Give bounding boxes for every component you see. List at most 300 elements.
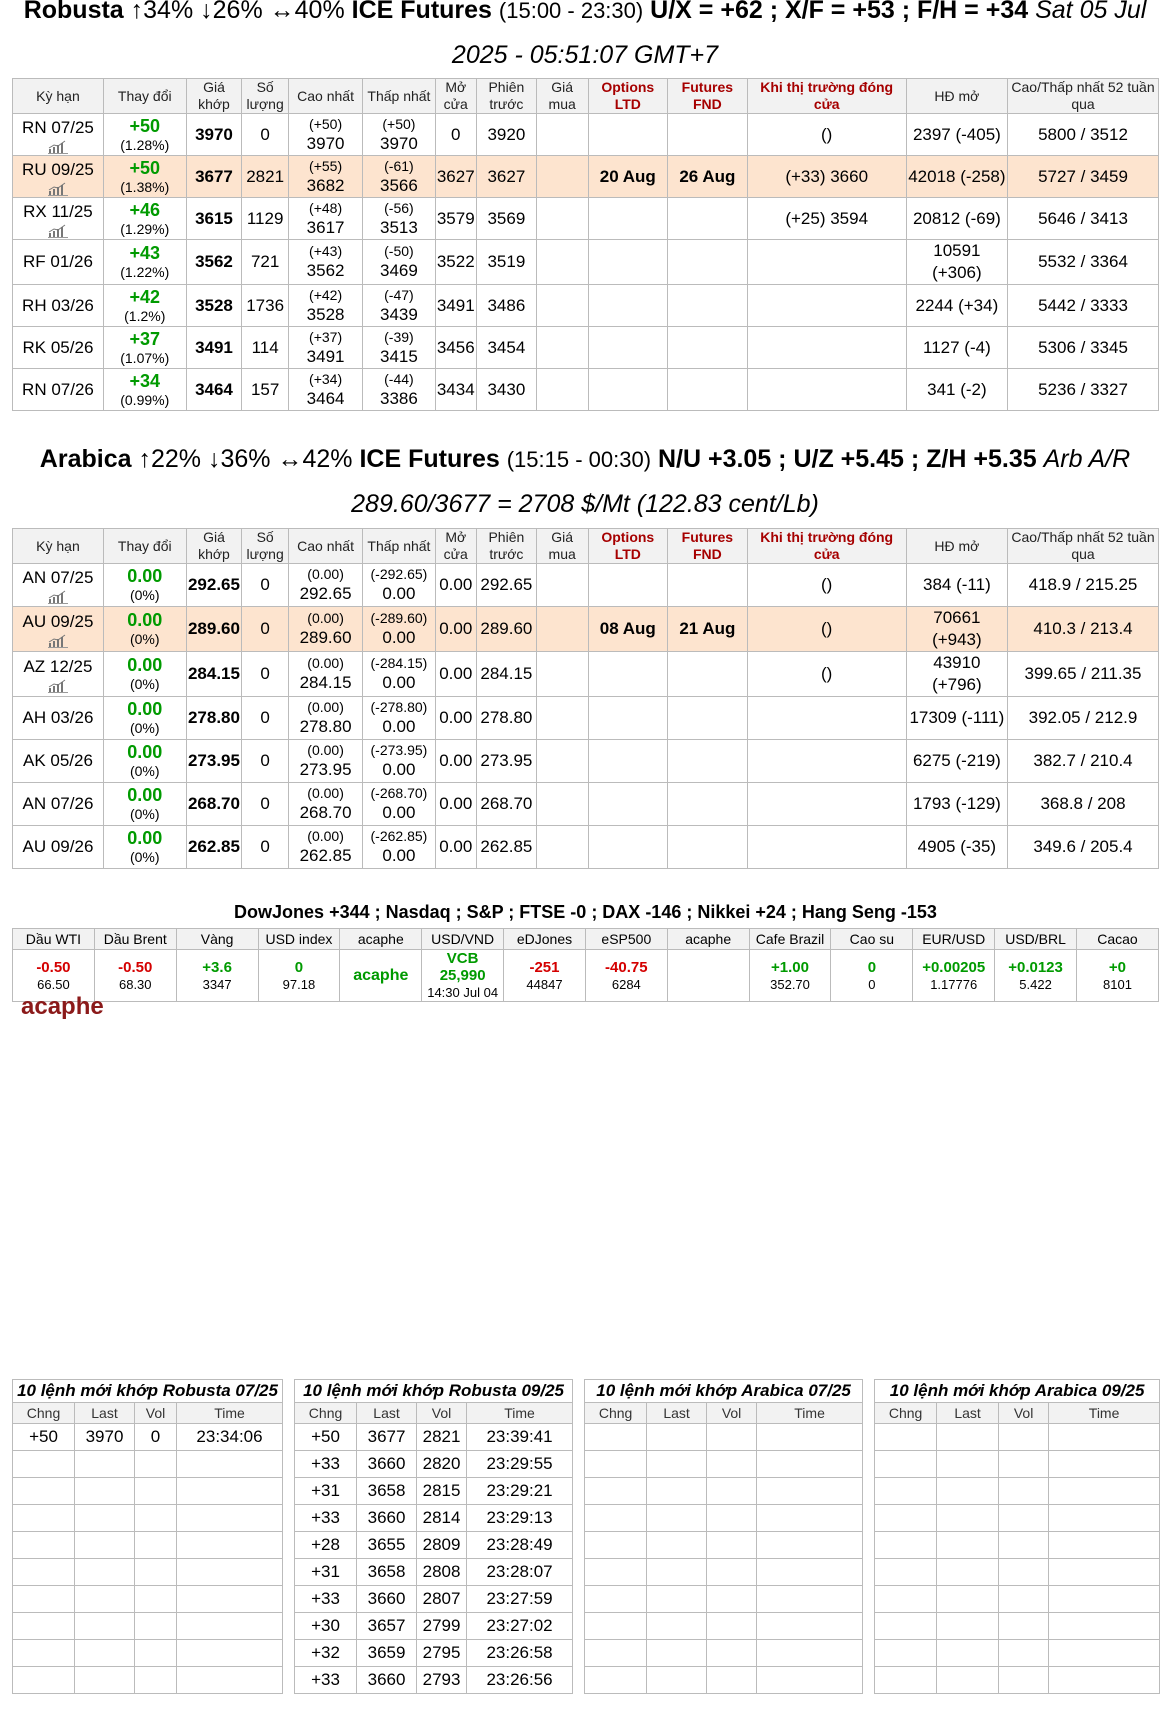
low-cell bbox=[363, 826, 435, 869]
close-price: () bbox=[747, 114, 906, 156]
panel-gap bbox=[573, 1403, 585, 1424]
trade-chng bbox=[875, 1505, 937, 1532]
high-change: (0.00) bbox=[307, 610, 344, 626]
trade-time bbox=[1049, 1586, 1160, 1613]
contract-row[interactable] bbox=[13, 156, 1159, 198]
panel-gap bbox=[573, 1559, 585, 1586]
futures-fnd bbox=[668, 564, 748, 607]
market-cell[interactable] bbox=[94, 950, 176, 1002]
range-52w: 392.05 / 212.9 bbox=[1008, 697, 1159, 740]
robusta-title: Robusta bbox=[23, 0, 124, 24]
column-header: Thấp nhất bbox=[363, 529, 435, 564]
change-percent: (0%) bbox=[129, 631, 160, 647]
futures-fnd: 26 Aug bbox=[668, 156, 748, 198]
contract-row[interactable] bbox=[13, 114, 1159, 156]
change-percent: (0%) bbox=[129, 587, 160, 603]
change-value: 0.00 bbox=[127, 742, 163, 762]
bid-price bbox=[536, 114, 588, 156]
trades-panel-title: 10 lệnh mới khớp Arabica 07/25 bbox=[585, 1380, 863, 1403]
trade-vol: 2807 bbox=[417, 1586, 467, 1613]
open-interest: 4905 (-35) bbox=[906, 826, 1007, 869]
trade-chng bbox=[585, 1640, 647, 1667]
trades-column-header: Chng bbox=[875, 1403, 937, 1424]
volume: 0 bbox=[242, 114, 289, 156]
panel-gap bbox=[863, 1532, 875, 1559]
trade-chng bbox=[875, 1559, 937, 1586]
change-percent: (0%) bbox=[129, 849, 160, 865]
market-cell[interactable] bbox=[995, 950, 1077, 1002]
term-label: AN 07/25 bbox=[22, 568, 94, 587]
trade-vol bbox=[135, 1667, 177, 1694]
open-interest: 17309 (-111) bbox=[906, 697, 1007, 740]
trade-time bbox=[757, 1424, 863, 1451]
panel-gap bbox=[283, 1532, 295, 1559]
change-percent: (1.07%) bbox=[120, 349, 170, 366]
trade-time bbox=[1049, 1640, 1160, 1667]
high-cell bbox=[288, 697, 362, 740]
low-value: 3386 bbox=[380, 388, 418, 408]
trades-subheader bbox=[13, 1403, 1160, 1424]
contract-row[interactable] bbox=[13, 652, 1159, 697]
contract-row[interactable] bbox=[13, 327, 1159, 369]
contract-row[interactable] bbox=[13, 607, 1159, 652]
futures-fnd bbox=[668, 114, 748, 156]
trade-last bbox=[647, 1532, 707, 1559]
trade-row bbox=[13, 1559, 1160, 1586]
high-change: (0.00) bbox=[307, 566, 344, 582]
column-header: Kỳ hạn bbox=[13, 79, 104, 114]
market-cell[interactable] bbox=[913, 950, 995, 1002]
high-change: (0.00) bbox=[307, 655, 344, 671]
market-change: +0.0123 bbox=[1008, 958, 1063, 976]
close-price bbox=[747, 240, 906, 285]
contract-row[interactable] bbox=[13, 564, 1159, 607]
prev-close: 268.70 bbox=[476, 783, 536, 826]
contract-row[interactable] bbox=[13, 285, 1159, 327]
column-header: Mở cửa bbox=[435, 79, 476, 114]
column-header: Cao/Thấp nhất 52 tuần qua bbox=[1008, 529, 1159, 564]
bid-price bbox=[536, 652, 588, 697]
trade-last: 3658 bbox=[357, 1478, 417, 1505]
close-price bbox=[747, 697, 906, 740]
market-change: -0.50 bbox=[36, 958, 71, 976]
trade-chng bbox=[585, 1451, 647, 1478]
market-cell[interactable] bbox=[504, 950, 586, 1002]
low-change: (-273.95) bbox=[370, 742, 428, 758]
low-cell bbox=[363, 240, 435, 285]
range-52w: 399.65 / 211.35 bbox=[1008, 652, 1159, 697]
trade-last bbox=[937, 1478, 999, 1505]
trade-vol: 2793 bbox=[417, 1667, 467, 1694]
low-value: 0.00 bbox=[382, 628, 416, 647]
change-value: +50 bbox=[129, 115, 161, 136]
trade-chng: +33 bbox=[295, 1667, 357, 1694]
high-change: (0.00) bbox=[307, 699, 344, 715]
range-52w: 5236 / 3327 bbox=[1008, 369, 1159, 411]
column-header: Giá mua bbox=[536, 529, 588, 564]
trade-chng bbox=[585, 1667, 647, 1694]
change-cell bbox=[103, 114, 186, 156]
market-cell[interactable] bbox=[831, 950, 913, 1002]
trade-chng bbox=[875, 1478, 937, 1505]
change-percent: (1.2%) bbox=[124, 307, 166, 324]
contract-row[interactable] bbox=[13, 740, 1159, 783]
arabica-table bbox=[12, 528, 1159, 869]
contract-row[interactable] bbox=[13, 697, 1159, 740]
trade-vol bbox=[707, 1478, 757, 1505]
market-value: 0 bbox=[868, 976, 876, 992]
trade-time bbox=[1049, 1451, 1160, 1478]
term-label: AH 03/26 bbox=[22, 708, 94, 727]
low-change: (-56) bbox=[384, 199, 414, 216]
term-label: RN 07/26 bbox=[22, 379, 94, 399]
futures-fnd bbox=[668, 652, 748, 697]
market-cell[interactable] bbox=[340, 950, 422, 1002]
low-value: 3415 bbox=[380, 346, 418, 366]
change-value: +46 bbox=[129, 199, 161, 220]
high-value: 273.95 bbox=[299, 760, 352, 779]
trade-chng bbox=[585, 1532, 647, 1559]
trades-column-header: Time bbox=[757, 1403, 863, 1424]
bid-price bbox=[536, 156, 588, 198]
trade-last bbox=[647, 1640, 707, 1667]
market-cell[interactable] bbox=[258, 950, 340, 1002]
trade-last bbox=[937, 1451, 999, 1478]
trade-chng bbox=[13, 1505, 75, 1532]
low-cell bbox=[363, 564, 435, 607]
trade-chng: +50 bbox=[13, 1424, 75, 1451]
last-price: 3615 bbox=[186, 198, 242, 240]
market-cell[interactable] bbox=[749, 950, 831, 1002]
trade-chng bbox=[13, 1559, 75, 1586]
low-cell bbox=[363, 156, 435, 198]
close-price bbox=[747, 740, 906, 783]
trade-time bbox=[757, 1451, 863, 1478]
market-cell[interactable] bbox=[585, 950, 667, 1002]
trade-chng: +31 bbox=[295, 1478, 357, 1505]
market-cell[interactable] bbox=[176, 950, 258, 1002]
high-change: (0.00) bbox=[307, 785, 344, 801]
bid-price bbox=[536, 369, 588, 411]
change-value: +34 bbox=[129, 370, 161, 391]
trade-time bbox=[177, 1613, 283, 1640]
trade-chng bbox=[13, 1451, 75, 1478]
market-cell[interactable] bbox=[1076, 950, 1158, 1002]
high-value: 262.85 bbox=[299, 846, 352, 865]
volume: 0 bbox=[242, 783, 289, 826]
market-label: Cacao bbox=[1076, 929, 1158, 950]
open-price: 3434 bbox=[435, 369, 476, 411]
change-percent: (1.22%) bbox=[120, 264, 170, 280]
low-value: 3513 bbox=[380, 217, 418, 237]
prev-close: 278.80 bbox=[476, 697, 536, 740]
trade-chng: +32 bbox=[295, 1640, 357, 1667]
robusta-header bbox=[0, 0, 1170, 78]
market-change: -251 bbox=[529, 958, 560, 976]
change-percent: (1.28%) bbox=[120, 136, 170, 153]
trade-vol bbox=[135, 1478, 177, 1505]
low-cell bbox=[363, 783, 435, 826]
trades-column-header: Time bbox=[1049, 1403, 1160, 1424]
high-change: (+34) bbox=[309, 370, 343, 387]
trade-chng bbox=[875, 1613, 937, 1640]
trade-time bbox=[177, 1586, 283, 1613]
term-label: RK 05/26 bbox=[22, 337, 94, 357]
market-change: +3.6 bbox=[202, 958, 232, 976]
market-label: Dầu Brent bbox=[94, 929, 176, 950]
trade-vol bbox=[999, 1505, 1049, 1532]
contract-row[interactable] bbox=[13, 783, 1159, 826]
contract-row[interactable] bbox=[13, 198, 1159, 240]
trade-last bbox=[647, 1559, 707, 1586]
close-price: (+25) 3594 bbox=[747, 198, 906, 240]
trade-vol: 2809 bbox=[417, 1532, 467, 1559]
low-cell bbox=[363, 327, 435, 369]
term-cell bbox=[13, 156, 104, 198]
chart-icon[interactable] bbox=[48, 180, 68, 194]
column-header: Options LTD bbox=[588, 79, 668, 114]
column-header: Cao nhất bbox=[288, 529, 362, 564]
trades-panel-title: 10 lệnh mới khớp Robusta 07/25 bbox=[13, 1380, 283, 1403]
futures-fnd: 21 Aug bbox=[668, 607, 748, 652]
term-label: RN 07/25 bbox=[22, 117, 94, 137]
high-value: 3464 bbox=[306, 388, 345, 408]
trade-vol bbox=[999, 1532, 1049, 1559]
options-ltd bbox=[588, 783, 668, 826]
trade-last bbox=[937, 1667, 999, 1694]
robusta-datetime: Sat 05 Jul 2025 - 05:51:07 GMT+7 bbox=[451, 0, 1147, 69]
futures-fnd bbox=[668, 697, 748, 740]
bid-price bbox=[536, 327, 588, 369]
panel-gap bbox=[573, 1640, 585, 1667]
high-cell bbox=[288, 240, 362, 285]
panel-gap bbox=[863, 1559, 875, 1586]
robusta-down-pct: ↓26% bbox=[200, 0, 263, 24]
market-label: Dầu WTI bbox=[13, 929, 95, 950]
trade-chng: +33 bbox=[295, 1451, 357, 1478]
open-price: 0.00 bbox=[435, 783, 476, 826]
trade-last bbox=[937, 1532, 999, 1559]
panel-gap bbox=[283, 1478, 295, 1505]
market-value: 8101 bbox=[1103, 976, 1132, 992]
low-cell bbox=[363, 285, 435, 327]
prev-close: 3627 bbox=[476, 156, 536, 198]
trades-column-header: Vol bbox=[417, 1403, 467, 1424]
open-price: 0.00 bbox=[435, 697, 476, 740]
low-change: (-278.80) bbox=[370, 699, 428, 715]
contract-row[interactable] bbox=[13, 369, 1159, 411]
options-ltd bbox=[588, 564, 668, 607]
trade-time bbox=[1049, 1478, 1160, 1505]
trade-chng bbox=[585, 1613, 647, 1640]
robusta-exchange: ICE Futures bbox=[351, 0, 492, 24]
low-change: (-47) bbox=[384, 286, 414, 303]
trade-time: 23:27:59 bbox=[467, 1586, 573, 1613]
column-header: Giá mua bbox=[536, 79, 588, 114]
trade-row bbox=[13, 1505, 1160, 1532]
market-label: USD index bbox=[258, 929, 340, 950]
trade-vol bbox=[707, 1667, 757, 1694]
chart-icon[interactable] bbox=[48, 222, 68, 236]
trade-row bbox=[13, 1424, 1160, 1451]
contract-row[interactable] bbox=[13, 240, 1159, 285]
chart-icon[interactable] bbox=[48, 588, 68, 602]
trade-vol: 2820 bbox=[417, 1451, 467, 1478]
volume: 0 bbox=[242, 740, 289, 783]
high-change: (+37) bbox=[309, 328, 343, 345]
close-price: (+33) 3660 bbox=[747, 156, 906, 198]
low-change: (+50) bbox=[382, 115, 416, 132]
market-value: 44847 bbox=[526, 976, 563, 992]
market-label: eSP500 bbox=[585, 929, 667, 950]
trade-row bbox=[13, 1532, 1160, 1559]
trade-last bbox=[647, 1505, 707, 1532]
trade-time bbox=[757, 1505, 863, 1532]
options-ltd bbox=[588, 826, 668, 869]
arabica-flat-pct: ↔42% bbox=[277, 445, 353, 473]
trade-chng bbox=[585, 1586, 647, 1613]
change-cell bbox=[103, 198, 186, 240]
low-change: (-262.85) bbox=[370, 828, 428, 844]
change-value: 0.00 bbox=[127, 699, 163, 719]
open-price: 0.00 bbox=[435, 564, 476, 607]
trade-chng: +28 bbox=[295, 1532, 357, 1559]
low-cell bbox=[363, 198, 435, 240]
market-change: +0 bbox=[1108, 958, 1127, 976]
arabica-header bbox=[0, 437, 1170, 527]
high-value: 3617 bbox=[306, 217, 345, 237]
high-value: 289.60 bbox=[299, 628, 352, 647]
column-header: Phiên trước bbox=[476, 79, 536, 114]
open-price: 0.00 bbox=[435, 740, 476, 783]
trade-time bbox=[757, 1532, 863, 1559]
trade-last bbox=[937, 1424, 999, 1451]
market-label: acaphe bbox=[667, 929, 749, 950]
low-value: 0.00 bbox=[382, 803, 416, 822]
trade-vol bbox=[999, 1559, 1049, 1586]
trade-vol bbox=[999, 1478, 1049, 1505]
trade-last: 3970 bbox=[75, 1424, 135, 1451]
market-cell[interactable] bbox=[667, 950, 749, 1002]
trade-chng bbox=[875, 1667, 937, 1694]
panel-gap bbox=[283, 1424, 295, 1451]
term-cell bbox=[13, 697, 104, 740]
trade-chng bbox=[13, 1613, 75, 1640]
trade-vol bbox=[707, 1613, 757, 1640]
market-change: +1.00 bbox=[771, 958, 809, 976]
trade-chng bbox=[585, 1424, 647, 1451]
market-label: Cao su bbox=[831, 929, 913, 950]
trade-vol bbox=[707, 1505, 757, 1532]
low-value: 3566 bbox=[380, 175, 418, 195]
trade-last bbox=[937, 1640, 999, 1667]
change-cell bbox=[103, 564, 186, 607]
chart-icon[interactable] bbox=[48, 632, 68, 646]
trades-column-header: Vol bbox=[707, 1403, 757, 1424]
close-price bbox=[747, 285, 906, 327]
open-price: 3456 bbox=[435, 327, 476, 369]
close-price bbox=[747, 369, 906, 411]
bid-price bbox=[536, 198, 588, 240]
trades-column-header: Last bbox=[75, 1403, 135, 1424]
change-value: +43 bbox=[129, 243, 161, 263]
low-value: 0.00 bbox=[382, 673, 416, 692]
change-cell bbox=[103, 826, 186, 869]
trade-vol bbox=[707, 1451, 757, 1478]
trade-chng: +50 bbox=[295, 1424, 357, 1451]
low-change: (-289.60) bbox=[370, 610, 428, 626]
range-52w: 418.9 / 215.25 bbox=[1008, 564, 1159, 607]
last-price: 284.15 bbox=[186, 652, 242, 697]
prev-close: 273.95 bbox=[476, 740, 536, 783]
change-value: 0.00 bbox=[127, 655, 163, 675]
trades-panel-title: 10 lệnh mới khớp Arabica 09/25 bbox=[875, 1380, 1160, 1403]
trade-last: 3658 bbox=[357, 1559, 417, 1586]
change-percent: (1.29%) bbox=[120, 220, 170, 237]
panel-gap bbox=[573, 1505, 585, 1532]
open-interest: 43910 (+796) bbox=[906, 652, 1007, 697]
prev-close: 3486 bbox=[476, 285, 536, 327]
low-value: 3439 bbox=[380, 304, 418, 324]
volume: 2821 bbox=[242, 156, 289, 198]
last-price: 262.85 bbox=[186, 826, 242, 869]
trade-last bbox=[75, 1613, 135, 1640]
arabica-down-pct: ↓36% bbox=[207, 445, 271, 473]
trade-last: 3660 bbox=[357, 1586, 417, 1613]
trade-last bbox=[75, 1586, 135, 1613]
low-change: (-61) bbox=[384, 157, 414, 174]
low-cell bbox=[363, 607, 435, 652]
last-price: 273.95 bbox=[186, 740, 242, 783]
open-price: 3579 bbox=[435, 198, 476, 240]
trade-vol bbox=[135, 1505, 177, 1532]
term-cell bbox=[13, 740, 104, 783]
trade-last bbox=[647, 1424, 707, 1451]
column-header: Options LTD bbox=[588, 529, 668, 564]
panel-gap bbox=[863, 1613, 875, 1640]
market-value: 66.50 bbox=[37, 976, 70, 992]
change-cell bbox=[103, 369, 186, 411]
trade-chng bbox=[875, 1640, 937, 1667]
panel-gap bbox=[863, 1640, 875, 1667]
trade-time: 23:39:41 bbox=[467, 1424, 573, 1451]
trade-time bbox=[757, 1640, 863, 1667]
trades-column-header: Chng bbox=[585, 1403, 647, 1424]
contract-row[interactable] bbox=[13, 826, 1159, 869]
market-cell[interactable] bbox=[422, 950, 504, 1002]
trade-vol bbox=[999, 1640, 1049, 1667]
robusta-flat-pct: ↔40% bbox=[269, 0, 345, 24]
term-label: AN 07/26 bbox=[22, 794, 94, 813]
high-change: (+43) bbox=[309, 243, 343, 259]
options-ltd bbox=[588, 369, 668, 411]
market-label: USD/BRL bbox=[995, 929, 1077, 950]
change-cell bbox=[103, 156, 186, 198]
trade-time bbox=[757, 1667, 863, 1694]
trade-last bbox=[647, 1478, 707, 1505]
panel-gap bbox=[283, 1403, 295, 1424]
chart-icon[interactable] bbox=[48, 677, 68, 691]
market-value: 352.70 bbox=[770, 976, 810, 992]
panel-gap bbox=[283, 1380, 295, 1403]
term-label: RU 09/25 bbox=[22, 159, 94, 179]
market-label: Vàng bbox=[176, 929, 258, 950]
high-cell bbox=[288, 198, 362, 240]
options-ltd bbox=[588, 198, 668, 240]
brand-logo[interactable]: acaphe bbox=[21, 993, 104, 1020]
chart-icon[interactable] bbox=[48, 138, 68, 152]
panel-gap bbox=[573, 1424, 585, 1451]
